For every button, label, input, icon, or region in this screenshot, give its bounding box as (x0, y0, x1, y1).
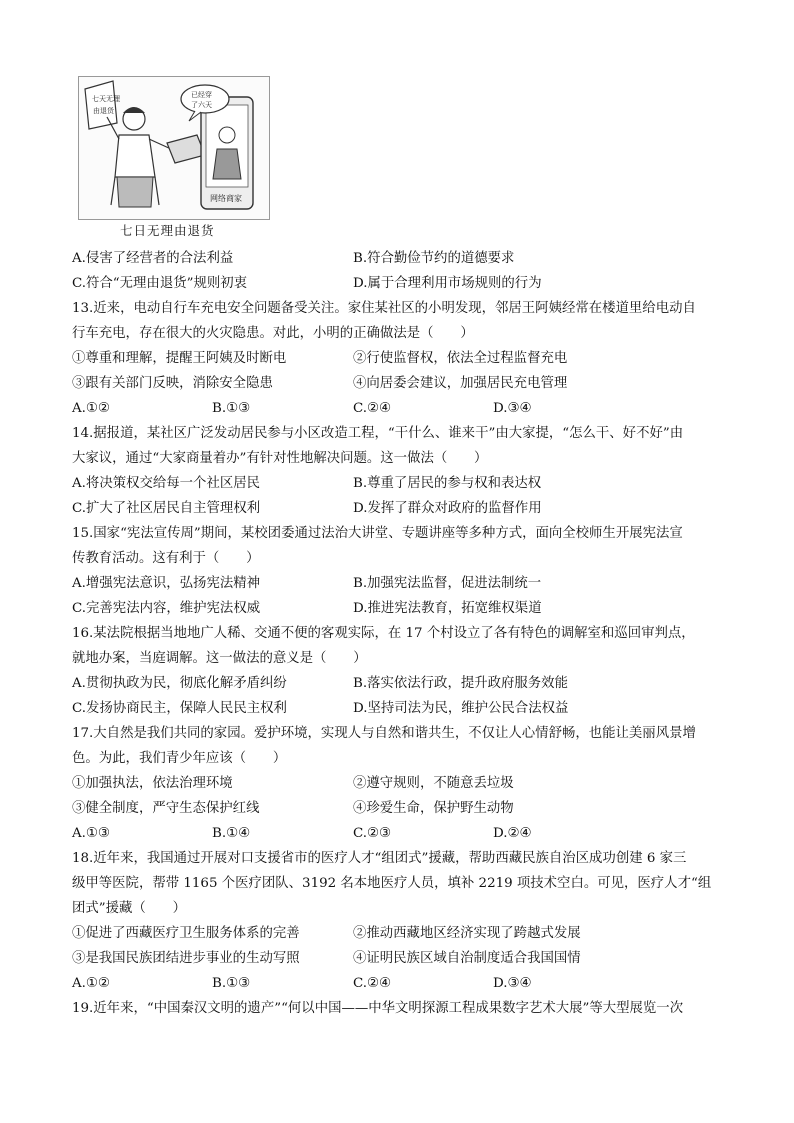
q17-option-c[interactable]: C.②③ (353, 826, 392, 841)
q18-statement-4: ④证明民族区域自治制度适合我国国情 (353, 951, 581, 966)
q14-option-c[interactable]: C.扩大了社区居民自主管理权利 (72, 501, 261, 516)
q15-stem: 15.国家“宪法宣传周”期间，某校团委通过法治大讲堂、专题讲座等多种方式，面向全校师生开展宪法宣 (72, 526, 683, 541)
q17-statement-2: ②遵守规则，不随意丢垃圾 (353, 776, 514, 791)
q13-stem: 13.近来，电动自行车充电安全问题备受关注。家住某社区的小明发现，邻居王阿姨经常在楼道里给电动自 (72, 301, 696, 316)
q18-option-b[interactable]: B.①③ (212, 976, 251, 991)
q18-option-a[interactable]: A.①② (72, 976, 110, 991)
q13-statement-2: ②行使监督权，依法全过程监督充电 (353, 351, 568, 366)
q12-option-d[interactable]: D.属于合理利用市场规则的行为 (353, 276, 542, 291)
q17-statement-4: ④珍爱生命，保护野生动物 (353, 801, 514, 816)
q13-option-d[interactable]: D.③④ (493, 401, 532, 416)
shop-text: 网络商家 (210, 194, 242, 203)
q12-option-b[interactable]: B.符合勤俭节约的道德要求 (353, 251, 515, 266)
q14-option-d[interactable]: D.发挥了群众对政府的监督作用 (353, 501, 542, 516)
q16-option-d[interactable]: D.坚持司法为民，维护公民合法权益 (353, 701, 569, 716)
q15-option-b[interactable]: B.加强宪法监督，促进法制统一 (353, 576, 542, 591)
q17-option-d[interactable]: D.②④ (493, 826, 532, 841)
q15-stem-cont: 传教育活动。这有利于（ ） (72, 551, 260, 566)
q14-stem-cont: 大家议，通过“大家商量着办”有针对性地解决问题。这一做法（ ） (72, 451, 488, 466)
q18-statement-1: ①促进了西藏医疗卫生服务体系的完善 (72, 926, 300, 941)
sign-text: 七天无理 (92, 95, 120, 103)
q14-stem: 14.据报道，某社区广泛发动居民参与小区改造工程，“干什么、谁来干”由大家提，“怎么干、好不好”由 (72, 426, 684, 441)
q18-statement-3: ③是我国民族团结进步事业的生动写照 (72, 951, 300, 966)
q15-option-a[interactable]: A.增强宪法意识，弘扬宪法精神 (72, 576, 261, 591)
q13-stem-cont: 行车充电，存在很大的火灾隐患。对此，小明的正确做法是（ ） (72, 326, 474, 341)
bubble-text: 已经穿 (191, 91, 212, 99)
q13-option-a[interactable]: A.①② (72, 401, 110, 416)
q18-option-d[interactable]: D.③④ (493, 976, 532, 991)
q18-stem: 18.近年来，我国通过开展对口支援省市的医疗人才“组团式”援藏，帮助西藏民族自治区成功创建 6 家三 (72, 851, 687, 866)
q13-statement-4: ④向居委会建议，加强居民充电管理 (353, 376, 568, 391)
q17-stem: 17.大自然是我们共同的家园。爱护环境，实现人与自然和谐共生，不仅让人心情舒畅，也能让美丽风景增 (72, 726, 696, 741)
q13-statement-1: ①尊重和理解，提醒王阿姨及时断电 (72, 351, 287, 366)
cartoon-figure (78, 76, 270, 220)
q15-option-c[interactable]: C.完善宪法内容，维护宪法权威 (72, 601, 261, 616)
q18-option-c[interactable]: C.②④ (353, 976, 392, 991)
q12-option-a[interactable]: A.侵害了经营者的合法利益 (72, 251, 234, 266)
q13-option-c[interactable]: C.②④ (353, 401, 392, 416)
q17-stem-cont: 色。为此，我们青少年应该（ ） (72, 751, 287, 766)
q17-option-a[interactable]: A.①③ (72, 826, 110, 841)
q19-stem: 19.近年来，“中国秦汉文明的遗产”“何以中国——中华文明探源工程成果数字艺术大展”等大型展览一次 (72, 1001, 684, 1016)
q16-option-a[interactable]: A.贯彻执政为民，彻底化解矛盾纠纷 (72, 676, 287, 691)
q15-option-d[interactable]: D.推进宪法教育，拓宽维权渠道 (353, 601, 542, 616)
q18-stem-cont-2: 团式”援藏（ ） (72, 901, 186, 916)
q18-statement-2: ②推动西藏地区经济实现了跨越式发展 (353, 926, 581, 941)
q14-option-a[interactable]: A.将决策权交给每一个社区居民 (72, 476, 261, 491)
svg-text:了六天: 了六天 (191, 101, 212, 109)
q13-statement-3: ③跟有关部门反映，消除安全隐患 (72, 376, 273, 391)
q16-option-c[interactable]: C.发扬协商民主，保障人民民主权利 (72, 701, 287, 716)
q16-stem-cont: 就地办案，当庭调解。这一做法的意义是（ ） (72, 651, 367, 666)
q17-statement-1: ①加强执法，依法治理环境 (72, 776, 233, 791)
q18-stem-cont: 级甲等医院，帮带 1165 个医疗团队、3192 名本地医疗人员，填补 2219 项技术空白。可见，医疗人才“组 (72, 876, 712, 891)
q17-option-b[interactable]: B.①④ (212, 826, 251, 841)
svg-text:由退货: 由退货 (93, 107, 114, 115)
figure-caption: 七日无理由退货 (120, 223, 215, 238)
q12-option-c[interactable]: C.符合“无理由退货”规则初衷 (72, 276, 248, 291)
cartoon-illustration (79, 77, 269, 219)
q14-option-b[interactable]: B.尊重了居民的参与权和表达权 (353, 476, 542, 491)
q16-stem: 16.某法院根据当地地广人稀、交通不便的客观实际，在 17 个村设立了各有特色的调解室和巡回审判点， (72, 626, 695, 641)
q16-option-b[interactable]: B.落实依法行政，提升政府服务效能 (353, 676, 568, 691)
q17-statement-3: ③健全制度，严守生态保护红线 (72, 801, 260, 816)
q13-option-b[interactable]: B.①③ (212, 401, 251, 416)
